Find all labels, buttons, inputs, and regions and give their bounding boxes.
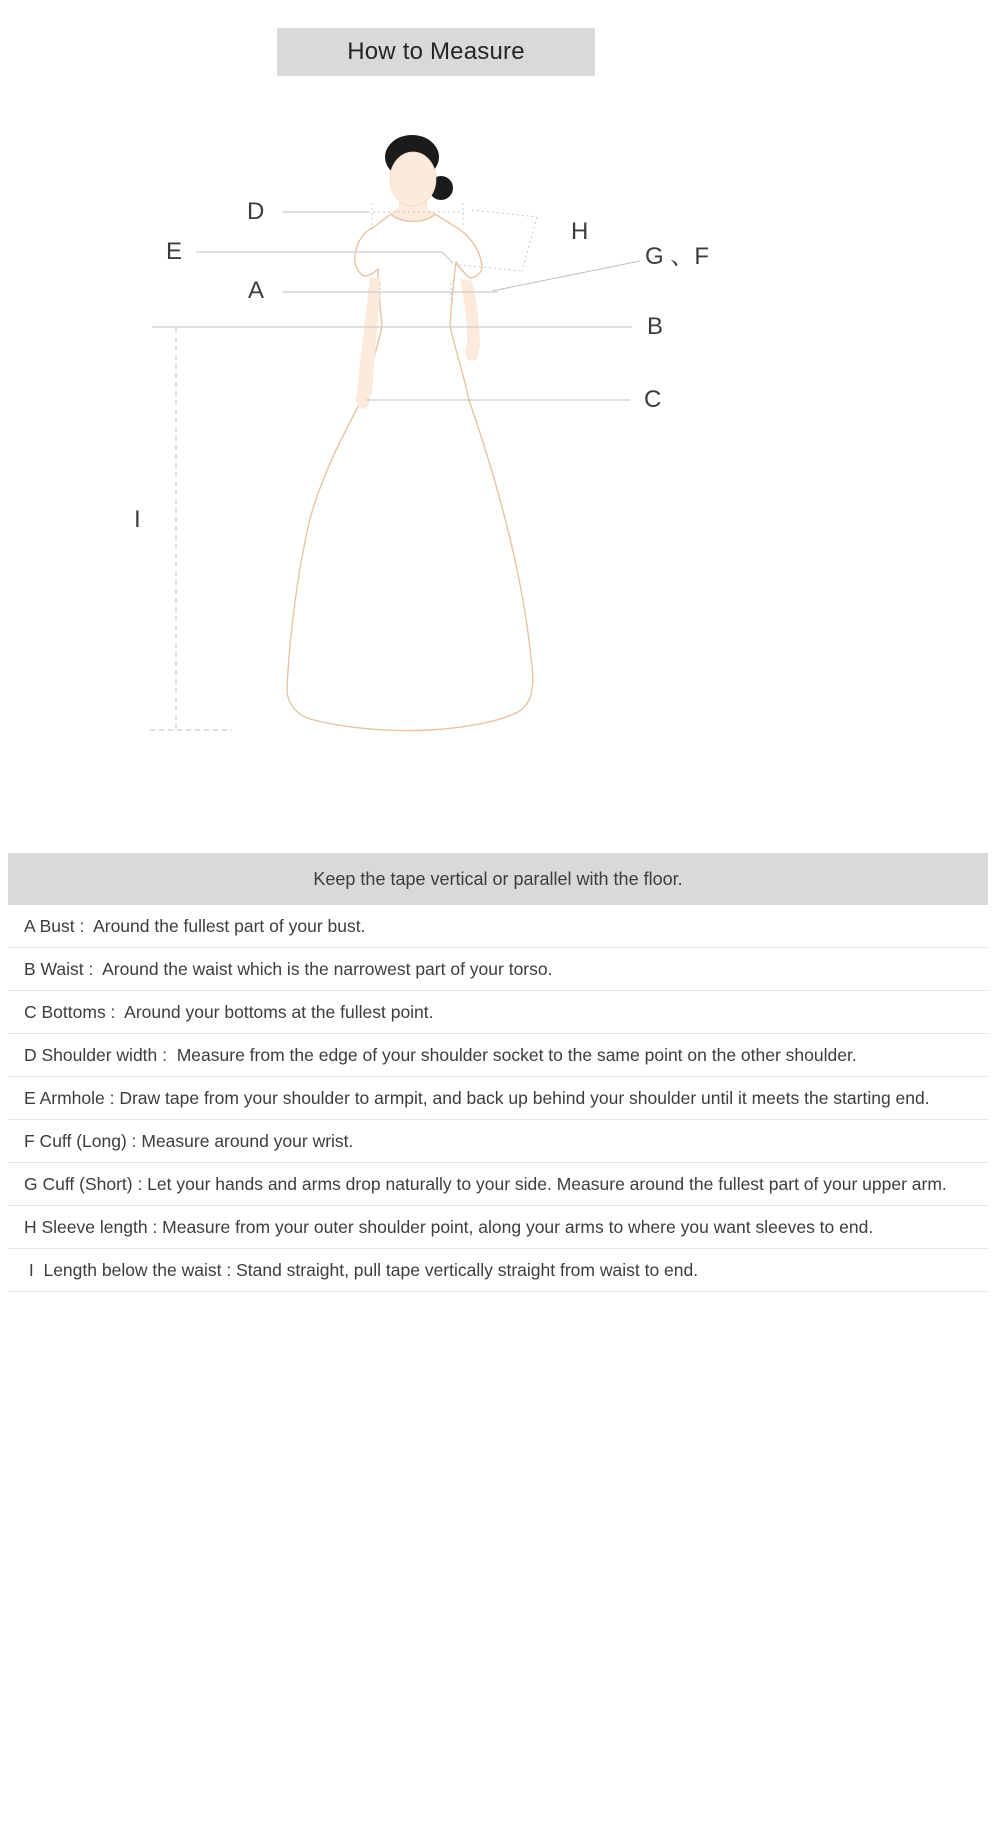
label-sleeve-length: H <box>571 218 589 245</box>
table-row-shoulder-width: D Shoulder width : Measure from the edge of your shoulder socket to the same point on the other shoulder. <box>8 1034 988 1077</box>
measurement-diagram <box>0 100 996 790</box>
face <box>390 152 436 206</box>
label-length-below-waist: I <box>134 506 141 533</box>
right-arm <box>460 279 480 351</box>
right-hand <box>465 343 479 361</box>
table-row-bottoms: C Bottoms : Around your bottoms at the fullest point. <box>8 991 988 1034</box>
line-length-below-waist <box>150 327 232 730</box>
table-header: Keep the tape vertical or parallel with the floor. <box>8 853 988 905</box>
label-shoulder-width: D <box>247 198 265 225</box>
label-bust: A <box>248 277 265 304</box>
figure-illustration <box>0 100 996 790</box>
dress <box>287 214 533 731</box>
table-row-sleeve-length: H Sleeve length : Measure from your outer shoulder point, along your arms to where you want sleeves to end. <box>8 1206 988 1249</box>
table-row-cuff-short: G Cuff (Short) : Let your hands and arms drop naturally to your side. Measure around the fullest part of your upper arm. <box>8 1163 988 1206</box>
table-row-waist: B Waist : Around the waist which is the narrowest part of your torso. <box>8 948 988 991</box>
table-row-bust: A Bust : Around the fullest part of your bust. <box>8 905 988 948</box>
page-title <box>277 28 595 76</box>
label-waist: B <box>647 313 664 340</box>
woman-figure <box>287 135 533 731</box>
label-bottoms: C <box>644 386 662 413</box>
left-hand <box>356 389 370 409</box>
label-armhole: E <box>166 238 183 265</box>
table-row-cuff-long: F Cuff (Long) : Measure around your wrist. <box>8 1120 988 1163</box>
page-title-text: How to Measure <box>347 38 525 65</box>
measurement-table <box>8 853 988 1292</box>
table-row-armhole: E Armhole : Draw tape from your shoulder to armpit, and back up behind your shoulder until it meets the starting end. <box>8 1077 988 1120</box>
table-row-length-below-waist: I Length below the waist : Stand straight, pull tape vertically straight from waist to end. <box>8 1249 988 1292</box>
label-cuffs: G 、F <box>645 243 709 270</box>
line-cuff-pointer <box>492 261 640 291</box>
